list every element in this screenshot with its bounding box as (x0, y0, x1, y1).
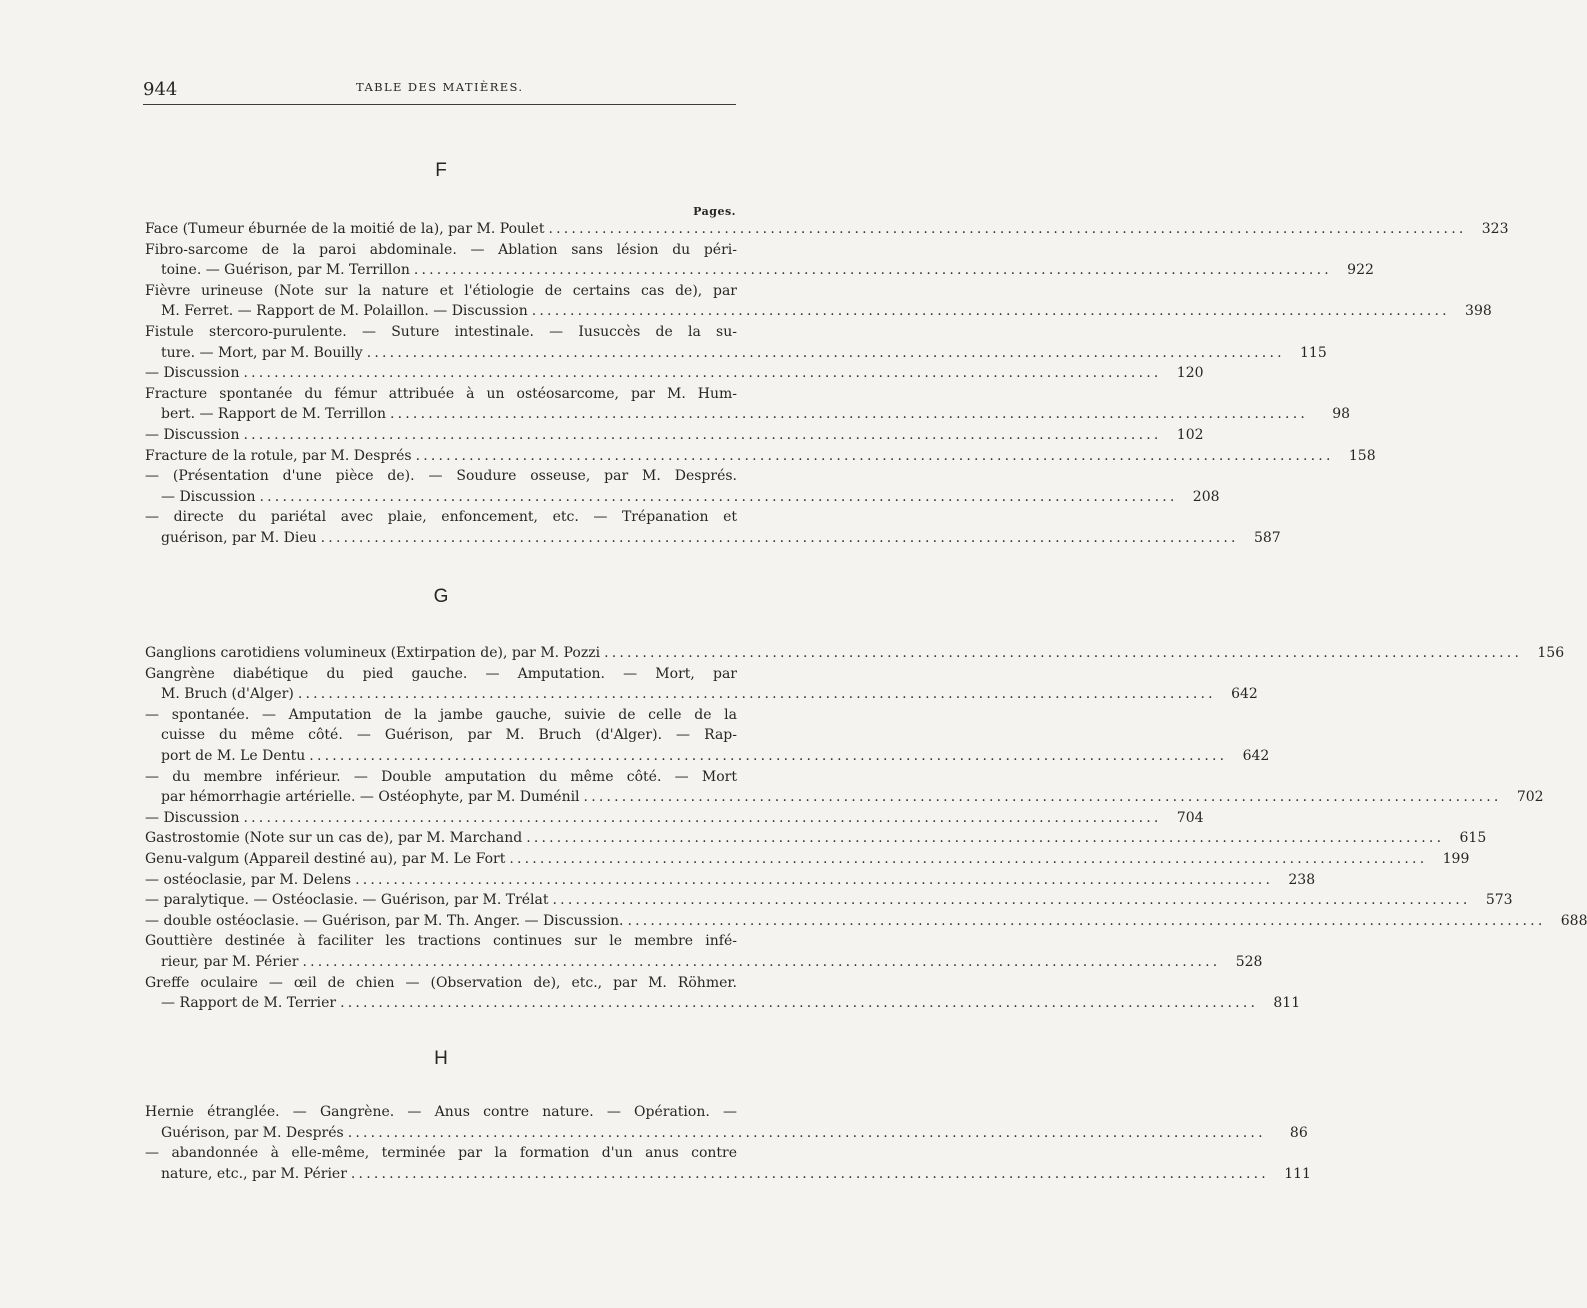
entry-text: Fracture de la rotule, par M. Després (145, 447, 412, 464)
dot-leader: ........................................................................................................................ (243, 365, 1162, 382)
dot-leader: ........................................................................................................................ (366, 344, 1285, 361)
dot-leader: ........................................................................................................................ (583, 789, 1502, 806)
entry-page-number: 208 (1192, 488, 1220, 505)
entry-text: — directe du pariétal avec plaie, enfoncement, etc. — Trépanation et (145, 509, 737, 526)
entry-text: Hernie étranglée. — Gangrène. — Anus contre nature. — Opération. — (145, 1104, 737, 1120)
entry-text: ture. — Mort, par M. Bouilly (161, 344, 363, 361)
entry-text: — Rapport de M. Terrier (161, 995, 337, 1012)
entry-page-number: 615 (1459, 830, 1487, 847)
section-f-entries (145, 221, 1509, 551)
dot-leader: ........................................................................................................................ (531, 303, 1450, 320)
index-entry-line (145, 933, 737, 954)
index-entry-line (145, 975, 737, 996)
entry-page-number: 86 (1289, 1124, 1308, 1141)
section-g-entries (145, 645, 1587, 1016)
entry-page-number: 398 (1465, 303, 1492, 320)
entry-page-number: 238 (1288, 871, 1316, 888)
index-entry-line (145, 809, 1204, 831)
entry-text: Ganglions carotidiens volumineux (Extirpation de), par M. Pozzi (145, 645, 601, 661)
dot-leader: ........................................................................................................................ (415, 447, 1334, 464)
index-entry-line (145, 303, 1492, 324)
index-entry-line (145, 912, 1587, 934)
index-entry-line (145, 789, 1544, 810)
entry-text: bert. — Rapport de M. Terrillon (161, 406, 386, 423)
entry-text: — Discussion (161, 488, 256, 505)
entry-page-number: 688 (1560, 912, 1587, 929)
index-entry-line (145, 850, 1470, 872)
dot-leader: ........................................................................................................................ (347, 1124, 1266, 1141)
entry-page-number: 528 (1235, 953, 1263, 970)
entry-text: — Discussion (145, 426, 240, 443)
entry-text: guérison, par M. Dieu (161, 529, 317, 546)
entry-page-number: 102 (1176, 426, 1204, 443)
dot-leader: ........................................................................................................................ (302, 953, 1221, 970)
index-entry-line (145, 830, 1487, 851)
section-h-entries (145, 1104, 1311, 1186)
entry-text: — (Présentation d'une pièce de). — Soudure osseuse, par M. Després. (145, 468, 737, 485)
entry-text: par hémorrhagie artérielle. — Ostéophyte, par M. Duménil (161, 789, 580, 806)
section-letter-h: H (434, 1048, 448, 1069)
section-letter-f: F (435, 160, 447, 181)
dot-leader: ........................................................................................................................ (259, 488, 1178, 505)
dot-leader: ........................................................................................................................ (552, 892, 1471, 909)
dot-leader: ........................................................................................................................ (526, 830, 1445, 847)
entry-text: — double ostéoclasie. — Guérison, par M. Th. Anger. — Discussion. (145, 912, 624, 929)
index-entry-line (145, 344, 1327, 366)
entry-text: — spontanée. — Amputation de la jambe gauche, suivie de celle de la (145, 706, 737, 723)
index-entry-line (145, 871, 1316, 893)
entry-page-number: 323 (1481, 221, 1509, 237)
entry-text: Fistule stercoro-purulente. — Suture intestinale. — Iusuccès de la su- (145, 323, 737, 340)
index-entry-line (145, 953, 1263, 975)
dot-leader: ........................................................................................................................ (389, 406, 1309, 423)
entry-page-number: 158 (1348, 447, 1376, 464)
running-title: TABLE DES MATIÈRES. (356, 80, 524, 94)
entry-text: Fracture spontanée du fémur attribuée à un ostéosarcome, par M. Hum- (145, 385, 737, 402)
index-entry-line (145, 221, 1509, 242)
entry-page-number: 587 (1253, 529, 1281, 546)
entry-page-number: 642 (1231, 686, 1258, 703)
entry-page-number: 922 (1347, 262, 1374, 279)
entry-text: Gastrostomie (Note sur un cas de), par M. Marchand (145, 830, 523, 847)
entry-text: cuisse du même côté. — Guérison, par M. Bruch (d'Alger). — Rap- (161, 727, 737, 744)
entry-page-number: 642 (1242, 747, 1270, 764)
entry-text: M. Ferret. — Rapport de M. Polaillon. — Discussion (161, 303, 528, 320)
entry-page-number: 120 (1176, 365, 1204, 382)
index-entry-line (145, 447, 1376, 469)
dot-leader: ........................................................................................................................ (350, 1165, 1269, 1182)
entry-page-number: 156 (1537, 645, 1565, 661)
entry-page-number: 811 (1273, 995, 1301, 1012)
index-entry-line (145, 468, 737, 489)
entry-text: — du membre inférieur. — Double amputation du même côté. — Mort (145, 768, 737, 785)
dot-leader: ........................................................................................................................ (297, 686, 1216, 703)
index-entry-line (145, 707, 737, 728)
entry-text: toine. — Guérison, par M. Terrillon (161, 262, 410, 279)
entry-text: — ostéoclasie, par M. Delens (145, 871, 352, 888)
dot-leader: ........................................................................................................................ (320, 529, 1239, 546)
index-entry-line (145, 365, 1204, 386)
entry-text: Fièvre urineuse (Note sur la nature et l'étiologie de certains cas de), par (145, 282, 737, 299)
dot-leader: ........................................................................................................................ (243, 426, 1162, 443)
index-entry-line (145, 242, 737, 263)
entry-text: — paralytique. — Ostéoclasie. — Guérison, par M. Trélat (145, 892, 549, 909)
entry-text: Gouttière destinée à faciliter les tractions continues sur le membre infé- (145, 933, 737, 950)
entry-text: — Discussion (145, 365, 240, 382)
entry-text: port de M. Le Dentu (161, 747, 306, 764)
index-entry-line (145, 747, 1270, 769)
dot-leader: ........................................................................................................................ (355, 871, 1274, 888)
index-entry-line (145, 426, 1204, 448)
dot-leader: ........................................................................................................................ (309, 747, 1228, 764)
dot-leader: ........................................................................................................................ (413, 262, 1332, 279)
entry-page-number: 702 (1516, 789, 1544, 806)
entry-text: M. Bruch (d'Alger) (161, 686, 294, 703)
index-entry-line (145, 324, 737, 345)
header-rule (143, 104, 736, 105)
entry-text: Guérison, par M. Després (161, 1124, 344, 1141)
index-entry-line (145, 529, 1281, 551)
index-entry-line (145, 406, 1351, 427)
entry-page-number: 704 (1176, 809, 1204, 826)
index-entry-line (145, 509, 737, 530)
entry-page-number: 111 (1284, 1165, 1311, 1182)
entry-text: Greffe oculaire — œil de chien — (Observation de), etc., par M. Röhmer. (145, 974, 737, 991)
index-entry-line (145, 1145, 737, 1166)
entry-text: — Discussion (145, 809, 240, 826)
dot-leader: ........................................................................................................................ (509, 850, 1428, 867)
index-entry-line (145, 262, 1374, 283)
index-entry-line (145, 666, 737, 687)
pages-column-label: Pages. (693, 205, 736, 218)
index-entry-line (145, 488, 1220, 510)
index-entry-line (145, 1124, 1308, 1146)
index-entry-line (145, 995, 1301, 1016)
index-entry-line (145, 1165, 1311, 1187)
dot-leader: ........................................................................................................................ (340, 995, 1259, 1012)
index-entry-line (145, 386, 737, 407)
entry-text: nature, etc., par M. Périer (161, 1165, 347, 1182)
entry-text: — abandonnée à elle-même, terminée par la formation d'un anus contre (145, 1145, 737, 1162)
entry-text: Face (Tumeur éburnée de la moitié de la), par M. Poulet (145, 221, 545, 237)
dot-leader: ........................................................................................................................ (627, 912, 1546, 929)
dot-leader: ........................................................................................................................ (243, 809, 1162, 826)
page-number: 944 (143, 79, 178, 100)
entry-page-number: 573 (1485, 892, 1513, 909)
index-entry-line (145, 892, 1513, 913)
entry-page-number: 98 (1332, 406, 1351, 423)
dot-leader: ........................................................................................................................ (604, 645, 1523, 661)
entry-text: rieur, par M. Périer (161, 953, 299, 970)
index-entry-line (145, 283, 737, 304)
index-entry-line (145, 1104, 737, 1125)
section-letter-g: G (433, 586, 449, 607)
index-entry-line (145, 727, 737, 748)
index-entry-line (145, 645, 1565, 666)
entry-text: Fibro-sarcome de la paroi abdominale. — Ablation sans lésion du péri- (145, 241, 737, 258)
entry-page-number: 115 (1300, 344, 1327, 361)
entry-page-number: 199 (1442, 850, 1470, 867)
index-entry-line (145, 686, 1258, 707)
index-entry-line (145, 769, 737, 790)
entry-text: Genu-valgum (Appareil destiné au), par M. Le Fort (145, 850, 506, 867)
dot-leader: ........................................................................................................................ (548, 221, 1467, 237)
entry-text: Gangrène diabétique du pied gauche. — Amputation. — Mort, par (145, 665, 737, 682)
